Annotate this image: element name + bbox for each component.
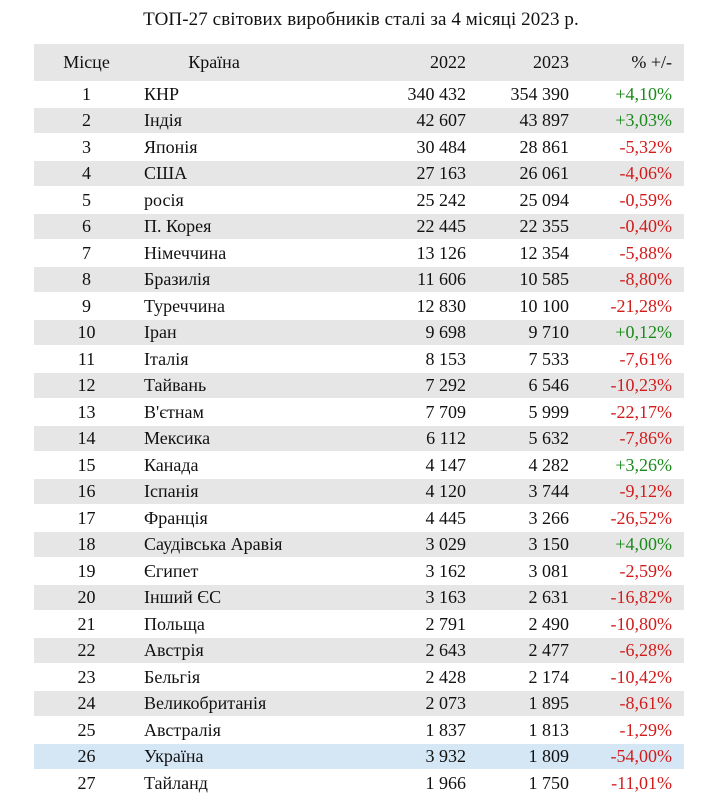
place-cell: 25 xyxy=(34,717,139,744)
table-row xyxy=(34,266,684,293)
place-cell: 26 xyxy=(34,743,139,770)
value-2023-cell: 22 355 xyxy=(484,213,589,240)
header-2023: 2023 xyxy=(484,44,589,81)
country-cell: США xyxy=(139,160,344,187)
steel-producers-table xyxy=(34,44,684,797)
value-2023-cell: 26 061 xyxy=(484,160,589,187)
table-row xyxy=(34,293,684,320)
page-title: ТОП-27 світових виробників сталі за 4 місяці 2023 р. xyxy=(143,9,579,30)
value-2022-cell: 2 643 xyxy=(344,637,484,664)
header-2022: 2022 xyxy=(344,44,484,81)
table-row xyxy=(34,452,684,479)
change-cell: -7,61% xyxy=(589,346,684,373)
change-cell: +4,10% xyxy=(589,81,684,107)
country-cell: Саудівська Аравія xyxy=(139,531,344,558)
change-cell: -10,23% xyxy=(589,372,684,399)
value-2022-cell: 340 432 xyxy=(344,81,484,107)
table-row xyxy=(34,107,684,134)
place-cell: 5 xyxy=(34,187,139,214)
value-2022-cell: 7 709 xyxy=(344,399,484,426)
place-cell: 9 xyxy=(34,293,139,320)
value-2023-cell: 1 895 xyxy=(484,690,589,717)
place-cell: 14 xyxy=(34,425,139,452)
country-cell: Туреччина xyxy=(139,293,344,320)
value-2022-cell: 3 932 xyxy=(344,743,484,770)
table-row xyxy=(34,743,684,770)
value-2022-cell: 2 073 xyxy=(344,690,484,717)
place-cell: 16 xyxy=(34,478,139,505)
value-2023-cell: 1 750 xyxy=(484,770,589,797)
table-row xyxy=(34,399,684,426)
value-2022-cell: 11 606 xyxy=(344,266,484,293)
value-2022-cell: 1 966 xyxy=(344,770,484,797)
value-2023-cell: 1 813 xyxy=(484,717,589,744)
place-cell: 13 xyxy=(34,399,139,426)
change-cell: -9,12% xyxy=(589,478,684,505)
value-2022-cell: 1 837 xyxy=(344,717,484,744)
value-2022-cell: 3 029 xyxy=(344,531,484,558)
change-cell: -1,29% xyxy=(589,717,684,744)
country-cell: П. Корея xyxy=(139,213,344,240)
table-row xyxy=(34,372,684,399)
country-cell: Австралія xyxy=(139,717,344,744)
country-cell: Канада xyxy=(139,452,344,479)
place-cell: 2 xyxy=(34,107,139,134)
place-cell: 24 xyxy=(34,690,139,717)
table-row xyxy=(34,478,684,505)
table-row xyxy=(34,664,684,691)
table-row xyxy=(34,505,684,532)
country-cell: Іран xyxy=(139,319,344,346)
change-cell: -0,59% xyxy=(589,187,684,214)
value-2022-cell: 6 112 xyxy=(344,425,484,452)
table-row xyxy=(34,531,684,558)
place-cell: 8 xyxy=(34,266,139,293)
change-cell: -4,06% xyxy=(589,160,684,187)
value-2023-cell: 2 174 xyxy=(484,664,589,691)
value-2022-cell: 4 147 xyxy=(344,452,484,479)
change-cell: -6,28% xyxy=(589,637,684,664)
value-2023-cell: 4 282 xyxy=(484,452,589,479)
value-2023-cell: 354 390 xyxy=(484,81,589,107)
place-cell: 19 xyxy=(34,558,139,585)
value-2022-cell: 4 445 xyxy=(344,505,484,532)
place-cell: 4 xyxy=(34,160,139,187)
value-2023-cell: 25 094 xyxy=(484,187,589,214)
value-2023-cell: 3 266 xyxy=(484,505,589,532)
header-change: % +/- xyxy=(589,44,684,81)
value-2023-cell: 10 585 xyxy=(484,266,589,293)
country-cell: Бразилія xyxy=(139,266,344,293)
table-row xyxy=(34,319,684,346)
value-2023-cell: 3 081 xyxy=(484,558,589,585)
table-row xyxy=(34,770,684,797)
country-cell: Польща xyxy=(139,611,344,638)
change-cell: -2,59% xyxy=(589,558,684,585)
table-body xyxy=(34,81,684,796)
header-place: Місце xyxy=(34,44,139,81)
change-cell: -54,00% xyxy=(589,743,684,770)
value-2023-cell: 5 632 xyxy=(484,425,589,452)
change-cell: -22,17% xyxy=(589,399,684,426)
country-cell: Індія xyxy=(139,107,344,134)
place-cell: 3 xyxy=(34,134,139,161)
table-row xyxy=(34,81,684,107)
value-2023-cell: 2 631 xyxy=(484,584,589,611)
table-row xyxy=(34,240,684,267)
change-cell: -11,01% xyxy=(589,770,684,797)
table-row xyxy=(34,690,684,717)
table-row xyxy=(34,134,684,161)
value-2022-cell: 2 428 xyxy=(344,664,484,691)
value-2023-cell: 7 533 xyxy=(484,346,589,373)
value-2022-cell: 8 153 xyxy=(344,346,484,373)
value-2022-cell: 27 163 xyxy=(344,160,484,187)
place-cell: 18 xyxy=(34,531,139,558)
value-2023-cell: 10 100 xyxy=(484,293,589,320)
value-2023-cell: 43 897 xyxy=(484,107,589,134)
value-2023-cell: 9 710 xyxy=(484,319,589,346)
country-cell: Німеччина xyxy=(139,240,344,267)
place-cell: 6 xyxy=(34,213,139,240)
value-2022-cell: 22 445 xyxy=(344,213,484,240)
value-2023-cell: 2 477 xyxy=(484,637,589,664)
change-cell: -5,32% xyxy=(589,134,684,161)
place-cell: 22 xyxy=(34,637,139,664)
table-row xyxy=(34,160,684,187)
change-cell: -10,80% xyxy=(589,611,684,638)
country-cell: Австрія xyxy=(139,637,344,664)
change-cell: -26,52% xyxy=(589,505,684,532)
table-row xyxy=(34,637,684,664)
value-2022-cell: 9 698 xyxy=(344,319,484,346)
place-cell: 20 xyxy=(34,584,139,611)
value-2022-cell: 25 242 xyxy=(344,187,484,214)
change-cell: -8,61% xyxy=(589,690,684,717)
country-cell: В'єтнам xyxy=(139,399,344,426)
value-2022-cell: 3 162 xyxy=(344,558,484,585)
country-cell: Україна xyxy=(139,743,344,770)
change-cell: +3,26% xyxy=(589,452,684,479)
country-cell: КНР xyxy=(139,81,344,107)
change-cell: -0,40% xyxy=(589,213,684,240)
country-cell: Іспанія xyxy=(139,478,344,505)
table-row xyxy=(34,717,684,744)
table-row xyxy=(34,213,684,240)
change-cell: -10,42% xyxy=(589,664,684,691)
table-row xyxy=(34,584,684,611)
place-cell: 21 xyxy=(34,611,139,638)
country-cell: Тайланд xyxy=(139,770,344,797)
value-2022-cell: 13 126 xyxy=(344,240,484,267)
value-2022-cell: 7 292 xyxy=(344,372,484,399)
header-country: Країна xyxy=(139,44,344,81)
table-row xyxy=(34,425,684,452)
country-cell: Франція xyxy=(139,505,344,532)
value-2023-cell: 28 861 xyxy=(484,134,589,161)
place-cell: 10 xyxy=(34,319,139,346)
value-2023-cell: 3 150 xyxy=(484,531,589,558)
value-2022-cell: 42 607 xyxy=(344,107,484,134)
table-row xyxy=(34,611,684,638)
place-cell: 17 xyxy=(34,505,139,532)
place-cell: 7 xyxy=(34,240,139,267)
value-2023-cell: 2 490 xyxy=(484,611,589,638)
change-cell: +0,12% xyxy=(589,319,684,346)
value-2023-cell: 12 354 xyxy=(484,240,589,267)
country-cell: Тайвань xyxy=(139,372,344,399)
change-cell: +4,00% xyxy=(589,531,684,558)
table-row xyxy=(34,187,684,214)
place-cell: 23 xyxy=(34,664,139,691)
place-cell: 15 xyxy=(34,452,139,479)
place-cell: 1 xyxy=(34,81,139,107)
value-2022-cell: 3 163 xyxy=(344,584,484,611)
change-cell: -8,80% xyxy=(589,266,684,293)
country-cell: Єгипет xyxy=(139,558,344,585)
value-2022-cell: 12 830 xyxy=(344,293,484,320)
value-2023-cell: 5 999 xyxy=(484,399,589,426)
place-cell: 12 xyxy=(34,372,139,399)
value-2022-cell: 2 791 xyxy=(344,611,484,638)
place-cell: 11 xyxy=(34,346,139,373)
value-2023-cell: 6 546 xyxy=(484,372,589,399)
place-cell: 27 xyxy=(34,770,139,797)
value-2022-cell: 30 484 xyxy=(344,134,484,161)
country-cell: Великобританія xyxy=(139,690,344,717)
change-cell: -7,86% xyxy=(589,425,684,452)
country-cell: Інший ЄС xyxy=(139,584,344,611)
country-cell: Японія xyxy=(139,134,344,161)
change-cell: -16,82% xyxy=(589,584,684,611)
change-cell: -21,28% xyxy=(589,293,684,320)
country-cell: Бельгія xyxy=(139,664,344,691)
change-cell: +3,03% xyxy=(589,107,684,134)
value-2022-cell: 4 120 xyxy=(344,478,484,505)
value-2023-cell: 3 744 xyxy=(484,478,589,505)
country-cell: Мексика xyxy=(139,425,344,452)
country-cell: росія xyxy=(139,187,344,214)
value-2023-cell: 1 809 xyxy=(484,743,589,770)
table-row xyxy=(34,346,684,373)
table-header-row xyxy=(34,44,684,81)
table-row xyxy=(34,558,684,585)
change-cell: -5,88% xyxy=(589,240,684,267)
country-cell: Італія xyxy=(139,346,344,373)
